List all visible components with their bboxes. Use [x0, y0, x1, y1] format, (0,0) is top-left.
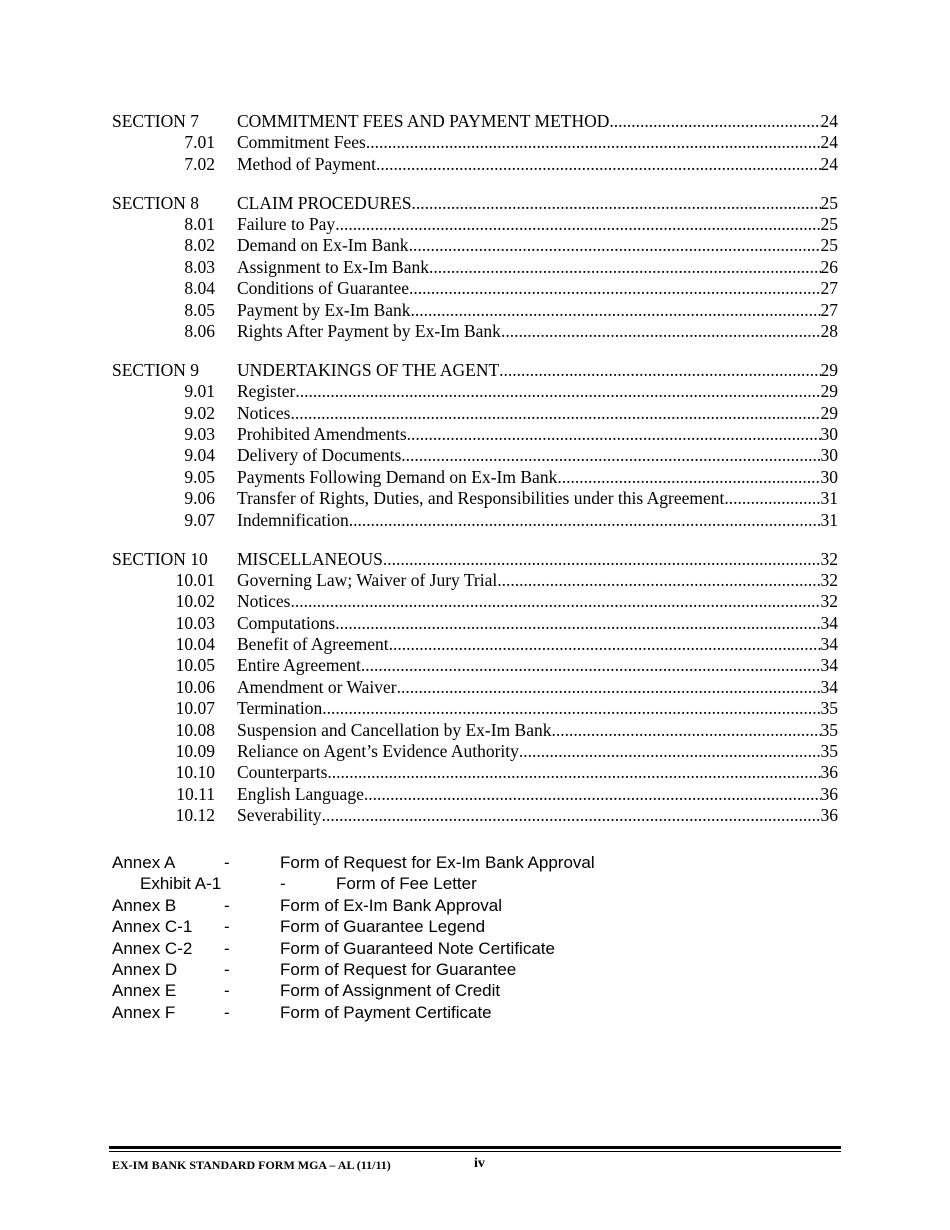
entry-number: 7.02 — [184, 153, 215, 174]
annex-label: Annex E — [112, 981, 177, 1001]
annex-row — [112, 916, 712, 937]
toc-entry-row — [112, 467, 838, 488]
dot-leader — [429, 257, 821, 278]
annex-row — [112, 852, 712, 873]
toc-entry — [237, 655, 838, 676]
annex-dash: - — [224, 938, 230, 958]
toc-entry-row — [112, 403, 838, 424]
entry-title: Transfer of Rights, Duties, and Responsibilities under this Agreement — [237, 488, 725, 509]
footer-rule-thick — [109, 1146, 841, 1149]
page-number: 32 — [820, 569, 838, 590]
annex-title: Form of Request for Ex-Im Bank Approval — [280, 853, 595, 872]
entry-number: 9.02 — [184, 402, 215, 423]
entry-title: Entire Agreement — [237, 655, 361, 676]
dot-leader — [295, 381, 820, 402]
annex-label: Annex A — [112, 853, 176, 872]
toc-entry — [237, 235, 838, 256]
toc-entry-row — [112, 278, 838, 299]
dot-leader — [335, 214, 820, 235]
entry-number: 10.11 — [176, 783, 215, 804]
section-title: CLAIM PROCEDURES — [237, 192, 412, 213]
entry-title: Payment by Ex-Im Bank — [237, 299, 411, 320]
annex-dash: - — [224, 981, 230, 1001]
toc-entry-row — [112, 741, 838, 762]
toc-section — [112, 193, 838, 343]
toc-entry — [237, 467, 838, 488]
section-label: SECTION 10 — [112, 548, 208, 569]
dot-leader — [551, 720, 820, 741]
section-title: COMMITMENT FEES AND PAYMENT METHOD — [237, 111, 610, 131]
page-number: 34 — [820, 676, 838, 697]
toc-entry-row — [112, 510, 838, 531]
dot-leader — [411, 300, 821, 321]
page-number: 29 — [820, 381, 838, 402]
annex-label: Annex C-1 — [112, 917, 193, 937]
dot-leader — [383, 549, 821, 570]
page-number: 36 — [820, 805, 838, 826]
entry-title: Method of Payment — [237, 153, 377, 174]
toc-entry — [237, 403, 838, 424]
toc-entry — [237, 445, 838, 466]
section-label: SECTION 8 — [112, 192, 200, 213]
toc-entry — [237, 698, 838, 719]
entry-title: Governing Law; Waiver of Jury Trial — [237, 569, 498, 590]
dot-leader — [499, 360, 820, 381]
annex-dash: - — [280, 874, 286, 894]
page-number: 30 — [820, 424, 838, 445]
page-number: 25 — [820, 192, 838, 213]
page-number: 24 — [820, 153, 838, 174]
toc-entry-row — [112, 634, 838, 655]
dot-leader — [349, 510, 821, 531]
toc-entry — [237, 321, 838, 342]
section-heading-entry — [237, 360, 838, 381]
dot-leader — [501, 321, 821, 342]
entry-title: Conditions of Guarantee — [237, 278, 410, 299]
annex-title: Form of Ex-Im Bank Approval — [280, 895, 503, 915]
toc-entry — [237, 634, 838, 655]
annex-label: Annex D — [112, 959, 178, 979]
page-number: 24 — [820, 132, 838, 153]
page-number: 24 — [820, 111, 838, 131]
entry-number: 9.07 — [184, 509, 215, 530]
entry-title: Benefit of Agreement — [237, 634, 389, 655]
annex-row — [112, 959, 712, 980]
page-number: 26 — [820, 256, 838, 277]
annex-title: Form of Assignment of Credit — [280, 981, 501, 1001]
toc-entry-row — [112, 257, 838, 278]
entry-number: 10.02 — [175, 591, 215, 612]
toc-entry — [237, 488, 838, 509]
annex-row — [112, 1002, 712, 1023]
dot-leader — [407, 424, 821, 445]
page-number: 25 — [820, 214, 838, 235]
toc-entry-row — [112, 720, 838, 741]
annex-label: Annex F — [112, 1002, 176, 1022]
toc-entry-row — [112, 488, 838, 509]
section-heading-entry — [237, 111, 838, 132]
section-heading-entry — [237, 549, 838, 570]
entry-number: 9.05 — [184, 466, 215, 487]
entry-number: 9.04 — [184, 445, 215, 466]
toc-entry — [237, 805, 838, 826]
toc-entry — [237, 510, 838, 531]
entry-number: 8.03 — [184, 256, 215, 277]
entry-number: 10.09 — [175, 741, 215, 762]
toc-entry-row — [112, 805, 838, 826]
entry-title: Delivery of Documents — [237, 445, 402, 466]
entry-title: Amendment or Waiver — [237, 676, 397, 697]
toc-entry-row — [112, 570, 838, 591]
dot-leader — [322, 805, 821, 826]
entry-title: Severability — [237, 805, 322, 826]
annex-row — [112, 938, 712, 959]
entry-title: Rights After Payment by Ex-Im Bank — [237, 321, 501, 342]
page-number: 36 — [820, 762, 838, 783]
page-number: 32 — [820, 548, 838, 569]
entry-number: 9.03 — [184, 424, 215, 445]
annex-title: Form of Guarantee Legend — [280, 917, 486, 937]
toc-entry — [237, 278, 838, 299]
toc-entry-row — [112, 613, 838, 634]
toc-entry — [237, 154, 838, 175]
annex-label: Exhibit A-1 — [140, 874, 222, 894]
entry-number: 7.01 — [184, 132, 215, 153]
entry-title: Reliance on Agent’s Evidence Authority — [237, 741, 519, 762]
toc-entry-row — [112, 655, 838, 676]
toc-entry-row — [112, 445, 838, 466]
footer-form-label: EX-IM BANK STANDARD FORM MGA – AL (11/11) — [112, 1158, 391, 1172]
toc-entry-row — [112, 677, 838, 698]
entry-title: Suspension and Cancellation by Ex-Im Bank — [237, 719, 552, 740]
toc-entry — [237, 741, 838, 762]
toc-entry-row — [112, 214, 838, 235]
toc-entry — [237, 424, 838, 445]
annex-label: Annex C-2 — [112, 938, 193, 958]
annex-title: Form of Guaranteed Note Certificate — [280, 938, 555, 958]
annex-dash: - — [224, 853, 230, 872]
toc-entry-row — [112, 381, 838, 402]
page-number: 36 — [820, 783, 838, 804]
toc-entry-row — [112, 698, 838, 719]
entry-title: Notices — [237, 402, 291, 423]
toc-entry — [237, 570, 838, 591]
toc-entry — [237, 613, 838, 634]
entry-number: 10.03 — [175, 612, 215, 633]
toc-entry-row — [112, 321, 838, 342]
page-number: 27 — [820, 278, 838, 299]
toc-entry-row — [112, 591, 838, 612]
toc-entry — [237, 784, 838, 805]
toc-entry — [237, 300, 838, 321]
page-number: 35 — [820, 741, 838, 762]
dot-leader — [409, 278, 820, 299]
section-heading-row — [112, 549, 838, 570]
toc-entry — [237, 132, 838, 153]
toc-entry — [237, 720, 838, 741]
annex-dash: - — [224, 1002, 230, 1022]
page-number: 34 — [820, 612, 838, 633]
entry-number: 8.04 — [184, 278, 215, 299]
entry-number: 10.05 — [175, 655, 215, 676]
toc-entry — [237, 591, 838, 612]
toc-section — [112, 360, 838, 531]
entry-title: Notices — [237, 591, 291, 612]
toc-entry — [237, 677, 838, 698]
entry-number: 8.05 — [184, 299, 215, 320]
dot-leader — [376, 154, 820, 175]
entry-number: 10.08 — [175, 719, 215, 740]
entry-title: Counterparts — [237, 762, 328, 783]
entry-title: Commitment Fees — [237, 132, 366, 153]
section-label: SECTION 9 — [112, 359, 200, 380]
entry-number: 10.04 — [175, 634, 215, 655]
page-number: 29 — [820, 402, 838, 423]
section-heading-row — [112, 360, 838, 381]
annex-title: Form of Request for Guarantee — [280, 959, 517, 979]
toc-entry-row — [112, 235, 838, 256]
section-heading-row — [112, 193, 838, 214]
page-number: 35 — [820, 698, 838, 719]
toc-entry-row — [112, 424, 838, 445]
entry-title: Payments Following Demand on Ex-Im Bank — [237, 466, 558, 487]
annex-title: Form of Payment Certificate — [280, 1002, 492, 1022]
annex-row — [112, 873, 712, 894]
page-number: 30 — [820, 466, 838, 487]
page-number: 25 — [820, 235, 838, 256]
dot-leader — [366, 132, 821, 153]
toc-entry-row — [112, 300, 838, 321]
entry-number: 10.07 — [175, 698, 215, 719]
footer-page-number: iv — [474, 1156, 485, 1171]
dot-leader — [412, 193, 821, 214]
dot-leader — [290, 591, 820, 612]
toc-entry-row — [112, 784, 838, 805]
entry-title: Failure to Pay — [237, 214, 336, 235]
dot-leader — [335, 613, 820, 634]
entry-number: 9.06 — [184, 488, 215, 509]
table-of-contents — [112, 111, 838, 844]
annex-row — [112, 980, 712, 1001]
annex-label: Annex B — [112, 895, 177, 915]
annex-list — [112, 852, 712, 1023]
dot-leader — [361, 655, 821, 676]
section-heading-entry — [237, 193, 838, 214]
toc-entry — [237, 257, 838, 278]
entry-number: 8.06 — [184, 321, 215, 342]
dot-leader — [290, 403, 820, 424]
entry-number: 8.02 — [184, 235, 215, 256]
toc-entry-row — [112, 132, 838, 153]
page-number: 34 — [820, 655, 838, 676]
toc-entry — [237, 214, 838, 235]
dot-leader — [389, 634, 821, 655]
section-title: MISCELLANEOUS — [237, 548, 383, 569]
page-number: 31 — [820, 509, 838, 530]
page-number: 31 — [820, 488, 838, 509]
annex-dash: - — [224, 917, 230, 937]
entry-number: 8.01 — [184, 214, 215, 235]
dot-leader — [724, 488, 820, 509]
toc-entry — [237, 381, 838, 402]
section-title: UNDERTAKINGS OF THE AGENT — [237, 359, 500, 380]
entry-number: 10.06 — [175, 676, 215, 697]
dot-leader — [609, 111, 820, 132]
dot-leader — [364, 784, 821, 805]
footer-rule-thin — [109, 1151, 841, 1152]
page-number: 32 — [820, 591, 838, 612]
dot-leader — [327, 762, 820, 783]
page-number: 30 — [820, 445, 838, 466]
dot-leader — [322, 698, 820, 719]
entry-title: Computations — [237, 612, 336, 633]
dot-leader — [497, 570, 820, 591]
dot-leader — [409, 235, 821, 256]
entry-number: 9.01 — [184, 381, 215, 402]
page-number: 35 — [820, 719, 838, 740]
toc-entry-row — [112, 762, 838, 783]
entry-number: 10.12 — [175, 805, 215, 826]
entry-title: Termination — [237, 698, 323, 719]
toc-section — [112, 111, 838, 175]
dot-leader — [519, 741, 821, 762]
page-number: 27 — [820, 299, 838, 320]
entry-number: 10.01 — [175, 569, 215, 590]
toc-entry — [237, 762, 838, 783]
page-number: 34 — [820, 634, 838, 655]
page-number: 28 — [820, 321, 838, 342]
dot-leader — [557, 467, 820, 488]
toc-entry-row — [112, 154, 838, 175]
section-label: SECTION 7 — [112, 111, 200, 131]
entry-title: English Language — [237, 783, 364, 804]
annex-title: Form of Fee Letter — [336, 874, 477, 894]
entry-title: Indemnification — [237, 509, 349, 530]
dot-leader — [401, 445, 820, 466]
entry-number: 10.10 — [175, 762, 215, 783]
annex-row — [112, 895, 712, 916]
section-heading-row — [112, 111, 838, 132]
entry-title: Prohibited Amendments — [237, 424, 407, 445]
annex-dash: - — [224, 895, 230, 915]
annex-dash: - — [224, 959, 230, 979]
entry-title: Assignment to Ex-Im Bank — [237, 256, 429, 277]
page-number: 29 — [820, 359, 838, 380]
entry-title: Register — [237, 381, 296, 402]
dot-leader — [397, 677, 821, 698]
toc-section — [112, 549, 838, 827]
entry-title: Demand on Ex-Im Bank — [237, 235, 409, 256]
